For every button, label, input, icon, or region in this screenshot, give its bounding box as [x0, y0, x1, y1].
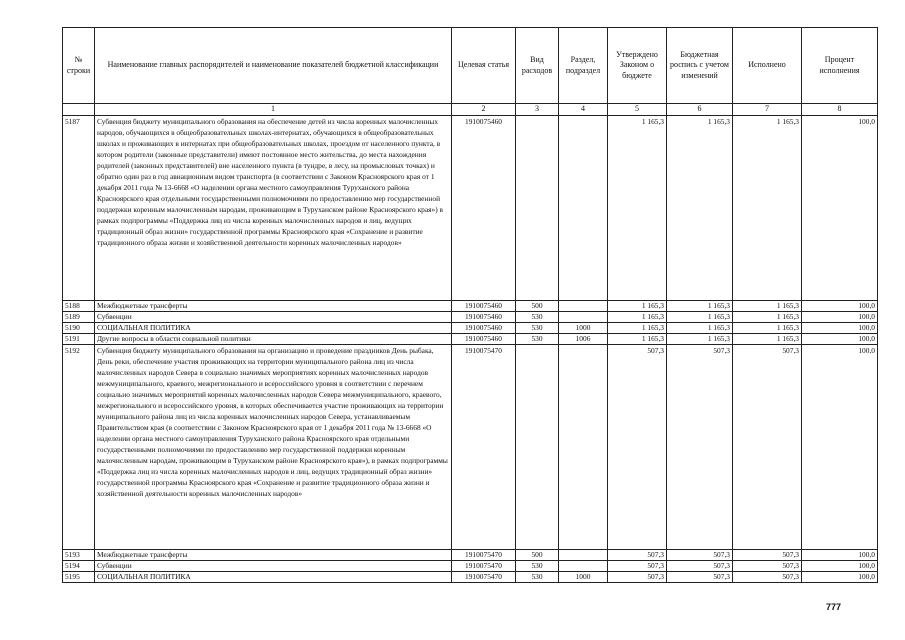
- budget-execution-table: [62, 27, 878, 583]
- header-row-number: № строки: [63, 28, 95, 104]
- row-name: Субвенции: [95, 560, 452, 571]
- row-type: [516, 344, 559, 549]
- header-percent: Процент исполнения: [802, 28, 878, 104]
- row-percent: 100,0: [802, 344, 878, 549]
- row-budget: 507,3: [667, 344, 733, 549]
- column-number-blank: [63, 104, 95, 116]
- row-approved: 507,3: [608, 571, 667, 582]
- row-approved: 507,3: [608, 344, 667, 549]
- column-number: 3: [516, 104, 559, 116]
- row-number: 5190: [63, 322, 95, 333]
- row-number: 5188: [63, 300, 95, 311]
- table-row: [63, 344, 878, 549]
- row-percent: 100,0: [802, 115, 878, 300]
- row-budget: 507,3: [667, 560, 733, 571]
- column-number: 4: [559, 104, 608, 116]
- row-target: 1910075460: [452, 311, 516, 322]
- row-name: Субвенция бюджету муниципального образования на обеспечение детей из числа коренных малочисленных народов, обучающихся в общеобразовательных школах-интернатах, обучающихся в общеобразовательных школах и проживающих в интернатах при общеобразовательных школах, проездом от населенного пункта, в котором родители (законные представители) имеют постоянное место жительства, до места нахождения родителей (законных представителей) вне населенного пункта (в тундре, в лесу, на промысловых точках) и обратно один раз в год авиационным видом транспорта (в соответствии с Законом Красноярского края от 1 декабря 2011 года № 13-6668 «О наделении органа местного самоуправления Туруханского района Красноярского края отдельными государственными полномочиями по предоставлению мер государственной поддержки коренным малочисленным народам, проживающим в Туруханском районе Красноярского края») в рамках подпрограммы «Поддержка лиц из числа коренных малочисленных народов и лиц, ведущих традиционный образ жизни» государственной программы Красноярского края «Сохранение и развитие традиционного образа жизни и хозяйственной деятельности коренных малочисленных народов»: [95, 115, 452, 300]
- row-section: [559, 344, 608, 549]
- row-approved: 1 165,3: [608, 333, 667, 344]
- row-executed: 507,3: [733, 560, 802, 571]
- row-number: 5195: [63, 571, 95, 582]
- column-number: 7: [733, 104, 802, 116]
- row-budget: 1 165,3: [667, 300, 733, 311]
- row-name: Субвенции: [95, 311, 452, 322]
- row-name: Межбюджетные трансферты: [95, 549, 452, 560]
- header-approved: Утверждено Законом о бюджете: [608, 28, 667, 104]
- header-target-article: Целевая статья: [452, 28, 516, 104]
- row-executed: 507,3: [733, 344, 802, 549]
- row-executed: 1 165,3: [733, 311, 802, 322]
- row-target: 1910075460: [452, 115, 516, 300]
- row-section: 1000: [559, 322, 608, 333]
- row-approved: 1 165,3: [608, 311, 667, 322]
- row-type: 530: [516, 333, 559, 344]
- row-number: 5189: [63, 311, 95, 322]
- row-executed: 1 165,3: [733, 322, 802, 333]
- column-number-row: [63, 104, 878, 116]
- row-approved: 507,3: [608, 560, 667, 571]
- row-budget: 507,3: [667, 571, 733, 582]
- row-executed: 507,3: [733, 549, 802, 560]
- row-target: 1910075470: [452, 560, 516, 571]
- table-row: [63, 333, 878, 344]
- row-section: [559, 311, 608, 322]
- row-section: 1006: [559, 333, 608, 344]
- row-type: 530: [516, 560, 559, 571]
- row-name: СОЦИАЛЬНАЯ ПОЛИТИКА: [95, 322, 452, 333]
- table-row: [63, 571, 878, 582]
- row-type: 500: [516, 300, 559, 311]
- column-number: 5: [608, 104, 667, 116]
- row-name: СОЦИАЛЬНАЯ ПОЛИТИКА: [95, 571, 452, 582]
- table-row: [63, 300, 878, 311]
- row-type: 530: [516, 311, 559, 322]
- table-row: [63, 311, 878, 322]
- column-number: 8: [802, 104, 878, 116]
- row-number: 5194: [63, 560, 95, 571]
- row-executed: 1 165,3: [733, 333, 802, 344]
- row-number: 5192: [63, 344, 95, 549]
- column-number: 2: [452, 104, 516, 116]
- row-budget: 1 165,3: [667, 322, 733, 333]
- row-target: 1910075460: [452, 300, 516, 311]
- row-number: 5193: [63, 549, 95, 560]
- row-section: [559, 115, 608, 300]
- row-approved: 1 165,3: [608, 322, 667, 333]
- row-percent: 100,0: [802, 571, 878, 582]
- header-expense-type: Вид расходов: [516, 28, 559, 104]
- row-percent: 100,0: [802, 333, 878, 344]
- row-executed: 507,3: [733, 571, 802, 582]
- row-executed: 1 165,3: [733, 300, 802, 311]
- row-approved: 1 165,3: [608, 115, 667, 300]
- row-budget: 507,3: [667, 549, 733, 560]
- row-name: Субвенция бюджету муниципального образования на организацию и проведение праздников День рыбака, День реки, обеспечение участия проживающих на территории муниципального района лиц из числа малочисленных народов Севера в социально значимых мероприятиях коренных малочисленных народов межмуниципального, краевого, межрегионального и всероссийского уровня в соответствии с перечнем социально значимых мероприятий коренных малочисленных народов Севера межмуниципального, краевого, межрегионального и всероссийского уровня, в которых обеспечивается участие проживающих на территории муниципального района лиц из числа коренных малочисленных народов Севера, устанавливаемым Правительством края (в соответствии с Законом Красноярского края от 1 декабря 2011 года № 13-6668 «О наделении органа местного самоуправления Туруханского района Красноярского края отдельными государственными полномочиями по предоставлению мер государственной поддержки коренным малочисленным народам, проживающим в Туруханском районе Красноярского края»), в рамках подпрограммы «Поддержка лиц из числа коренных малочисленных народов и лиц, ведущих традиционный образ жизни» государственной программы Красноярского края «Сохранение и развитие традиционного образа жизни и хозяйственной деятельности коренных малочисленных народов»: [95, 344, 452, 549]
- table-header-row: [63, 28, 878, 104]
- row-section: [559, 560, 608, 571]
- row-target: 1910075460: [452, 333, 516, 344]
- table-row: [63, 560, 878, 571]
- row-approved: 1 165,3: [608, 300, 667, 311]
- row-type: 530: [516, 322, 559, 333]
- row-budget: 1 165,3: [667, 311, 733, 322]
- page-number: 777: [826, 602, 842, 612]
- row-percent: 100,0: [802, 560, 878, 571]
- row-percent: 100,0: [802, 322, 878, 333]
- row-type: [516, 115, 559, 300]
- header-section: Раздел, подраздел: [559, 28, 608, 104]
- row-percent: 100,0: [802, 300, 878, 311]
- row-section: 1000: [559, 571, 608, 582]
- row-type: 530: [516, 571, 559, 582]
- row-percent: 100,0: [802, 549, 878, 560]
- row-name: Межбюджетные трансферты: [95, 300, 452, 311]
- row-target: 1910075470: [452, 571, 516, 582]
- header-name: Наименование главных распорядителей и наименование показателей бюджетной классификации: [95, 28, 452, 104]
- row-target: 1910075470: [452, 344, 516, 549]
- row-section: [559, 549, 608, 560]
- row-section: [559, 300, 608, 311]
- row-budget: 1 165,3: [667, 333, 733, 344]
- table-row: [63, 322, 878, 333]
- row-target: 1910075460: [452, 322, 516, 333]
- row-name: Другие вопросы в области социальной политики: [95, 333, 452, 344]
- row-target: 1910075470: [452, 549, 516, 560]
- row-percent: 100,0: [802, 311, 878, 322]
- column-number: 1: [95, 104, 452, 116]
- row-type: 500: [516, 549, 559, 560]
- row-approved: 507,3: [608, 549, 667, 560]
- row-number: 5187: [63, 115, 95, 300]
- row-number: 5191: [63, 333, 95, 344]
- table-row: [63, 115, 878, 300]
- header-executed: Исполнено: [733, 28, 802, 104]
- row-executed: 1 165,3: [733, 115, 802, 300]
- table-row: [63, 549, 878, 560]
- header-budget-list: Бюджетная роспись с учетом изменений: [667, 28, 733, 104]
- column-number: 6: [667, 104, 733, 116]
- row-budget: 1 165,3: [667, 115, 733, 300]
